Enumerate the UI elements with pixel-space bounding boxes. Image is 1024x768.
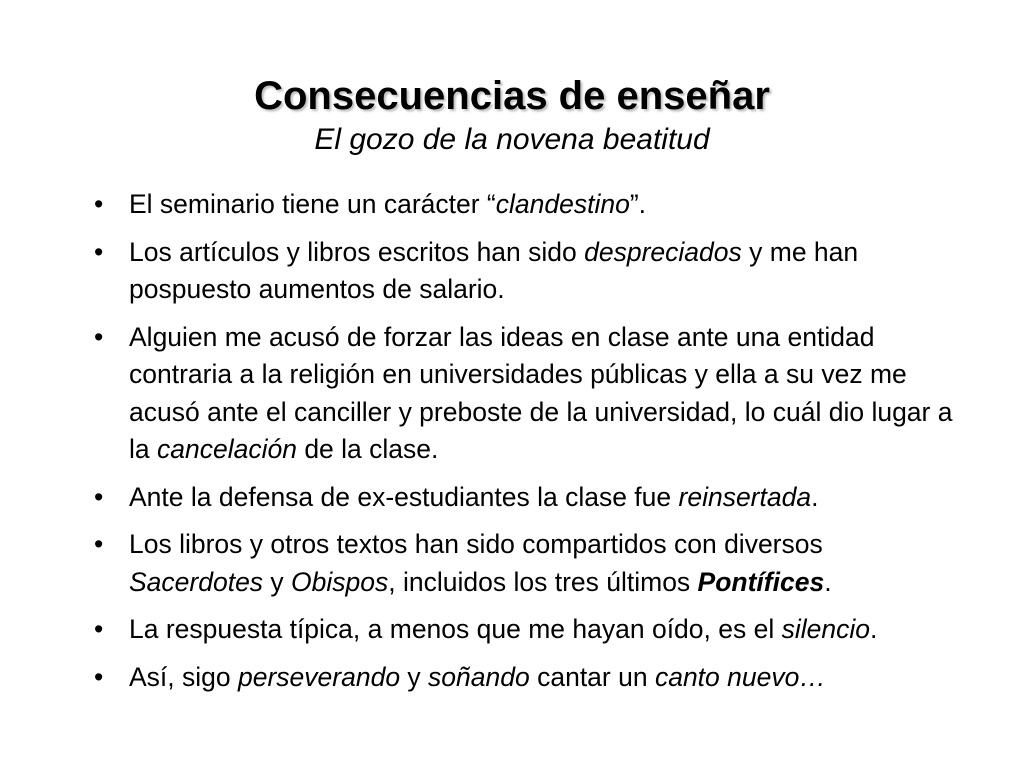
- bullet-item: [94, 319, 954, 469]
- bullet-item: [94, 659, 954, 697]
- bullet-text: ”.: [629, 189, 647, 219]
- bullet-list: [94, 186, 954, 706]
- bullet-text: y: [263, 566, 292, 597]
- bullet-text: .: [824, 566, 832, 597]
- bullet-item: [94, 611, 954, 649]
- slide-subtitle: El gozo de la novena beatitud: [314, 123, 710, 156]
- bullet-text: de la clase.: [296, 434, 439, 464]
- bullet-text: .: [870, 614, 878, 644]
- emphasis-text: clandestino: [495, 189, 630, 219]
- bullet-text: Los libros y otros textos han sido compartidos con diversos: [129, 529, 823, 559]
- bullet-text: El seminario tiene un carácter “: [129, 189, 496, 219]
- emphasis-text: reinsertada: [678, 481, 812, 512]
- emphasis-text: canto nuevo…: [654, 661, 826, 692]
- bullet-text: Ante la defensa de ex-estudiantes la clase fue: [129, 481, 679, 512]
- title-block: [0, 72, 1024, 160]
- emphasis-text: Sacerdotes: [129, 566, 264, 597]
- bullet-text: , incluidos los tres últimos: [388, 566, 698, 597]
- emphasis-text: soñando: [428, 661, 530, 692]
- emphasis-text: Pontífices: [697, 566, 825, 597]
- bullet-item: [94, 526, 954, 601]
- emphasis-text: Obispos: [291, 566, 389, 597]
- bullet-text: y me han pospuesto aumentos de salario.: [129, 236, 859, 304]
- emphasis-text: perseverando: [238, 661, 401, 692]
- bullet-text: La respuesta típica, a menos que me hayan oído, es el: [129, 614, 782, 644]
- bullet-text: Los artículos y libros escritos han sido: [129, 236, 585, 267]
- bullet-item: [94, 479, 954, 517]
- emphasis-text: cancelación: [157, 434, 297, 464]
- bullet-text: Así, sigo: [129, 661, 238, 692]
- bullet-text: .: [811, 481, 819, 512]
- bullet-item: [94, 186, 954, 224]
- slide-title: Consecuencias de enseñar: [254, 74, 770, 118]
- emphasis-text: despreciados: [584, 236, 742, 267]
- bullet-text: cantar un: [529, 661, 655, 692]
- emphasis-text: silencio: [781, 614, 870, 644]
- bullet-text: y: [400, 661, 429, 692]
- bullet-text: Alguien me acusó de forzar las ideas en clase ante una entidad contraria a la religión en universidades públicas y ella a su vez me acusó ante el canciller y preboste de la universidad, lo cuál dio lugar a la: [129, 321, 953, 464]
- bullet-item: [94, 234, 954, 309]
